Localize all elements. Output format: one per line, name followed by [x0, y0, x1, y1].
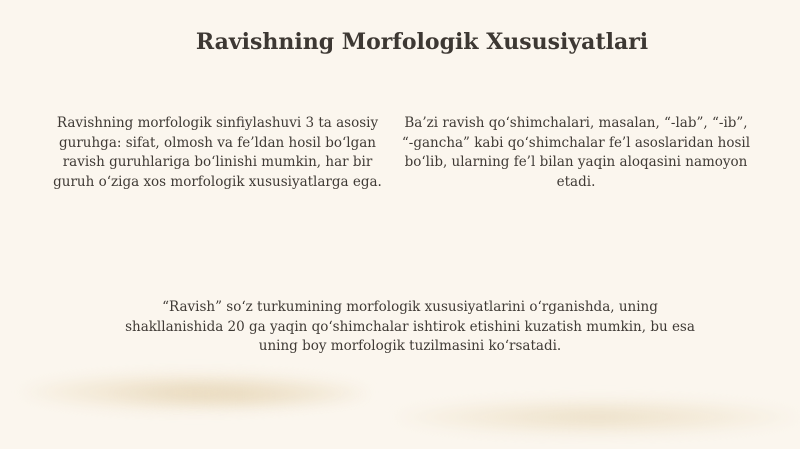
paragraph-bottom: “Ravish” so‘z turkumining morfologik xususiyatlarini o‘rganishda, uning shakllanishida 20 ga yaqin qo‘shimchalar ishtirok etishini kuzatish mumkin, bu esa uning boy morfologik tuzilmasini ko‘rsatadi. [125, 299, 695, 354]
background-wave-right [395, 398, 800, 436]
background-wave-highlight [110, 388, 370, 402]
slide-title: Ravishning Morfologik Xususiyatlari [195, 29, 649, 55]
paragraph-left: Ravishning morfologik sinfiylashuvi 3 ta asosiy guruhga: sifat, olmosh va fe’ldan hosil bo‘lgan ravish guruhlariga bo‘linishi mumkin, har bir guruh o‘ziga xos morfologik xususiyatlarga ega. [53, 115, 382, 190]
paragraph-right: Ba’zi ravish qo‘shimchalari, masalan, “-lab”, “-ib”, “-gancha” kabi qo‘shimchalar fe’l asoslaridan hosil bo‘lib, ularning fe’l bilan yaqin aloqasini namoyon etadi. [401, 115, 751, 190]
